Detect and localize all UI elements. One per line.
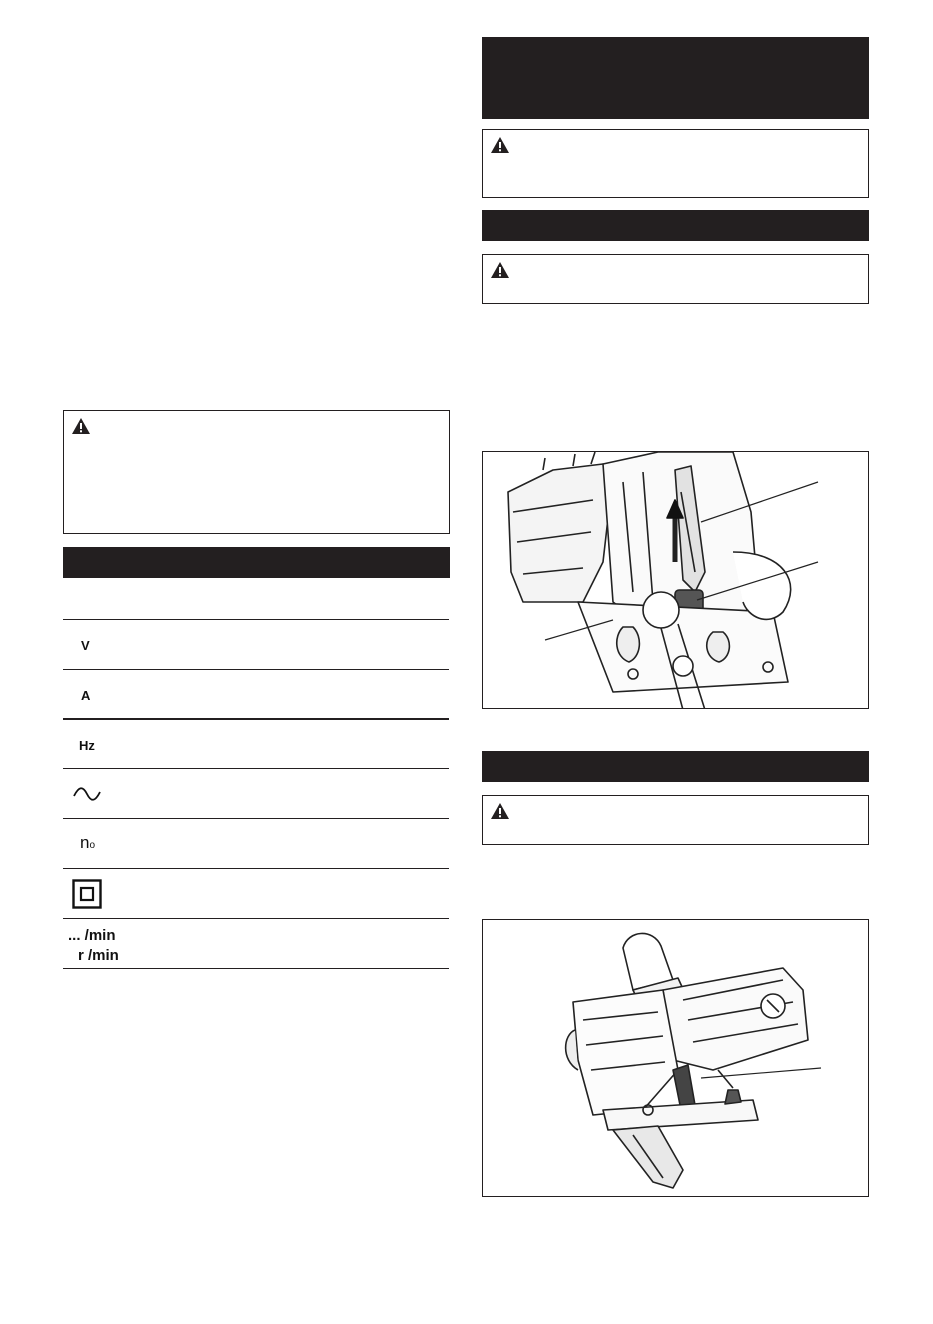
table-rule [63,868,449,869]
no-load-speed-letter: n [80,833,90,852]
right-warning-box-1 [482,129,869,198]
revolutions-per-minute-symbol: r /min [78,947,119,964]
table-rule [63,818,449,819]
right-title-header [482,37,869,119]
ampere-symbol: A [81,688,91,703]
right-warning-box-2 [482,254,869,304]
hertz-symbol: Hz [79,738,95,753]
warning-triangle-icon [490,802,510,820]
no-load-speed-symbol [80,833,95,853]
figure-bevel-saw [482,919,869,1197]
circular-saw-illustration [483,920,869,1197]
left-warning-box [63,410,450,534]
figure-blade-lever [482,451,869,709]
right-section-header-2 [482,751,869,782]
warning-triangle-icon [71,417,91,435]
right-warning-box-3 [482,795,869,845]
volt-symbol: V [81,638,90,653]
table-rule [63,968,449,969]
symbols-section-header [63,547,450,578]
no-load-speed-subscript: o [89,840,96,851]
table-rule [63,619,449,620]
saw-lever-illustration [483,452,869,709]
per-minute-symbol: ... /min [68,927,116,944]
class-ii-construction-icon [72,879,102,909]
alternating-current-icon [72,784,102,804]
table-rule [63,718,449,720]
table-rule [63,768,449,769]
warning-triangle-icon [490,136,510,154]
warning-triangle-icon [490,261,510,279]
right-section-header-1 [482,210,869,241]
table-rule [63,669,449,670]
table-rule [63,918,449,919]
